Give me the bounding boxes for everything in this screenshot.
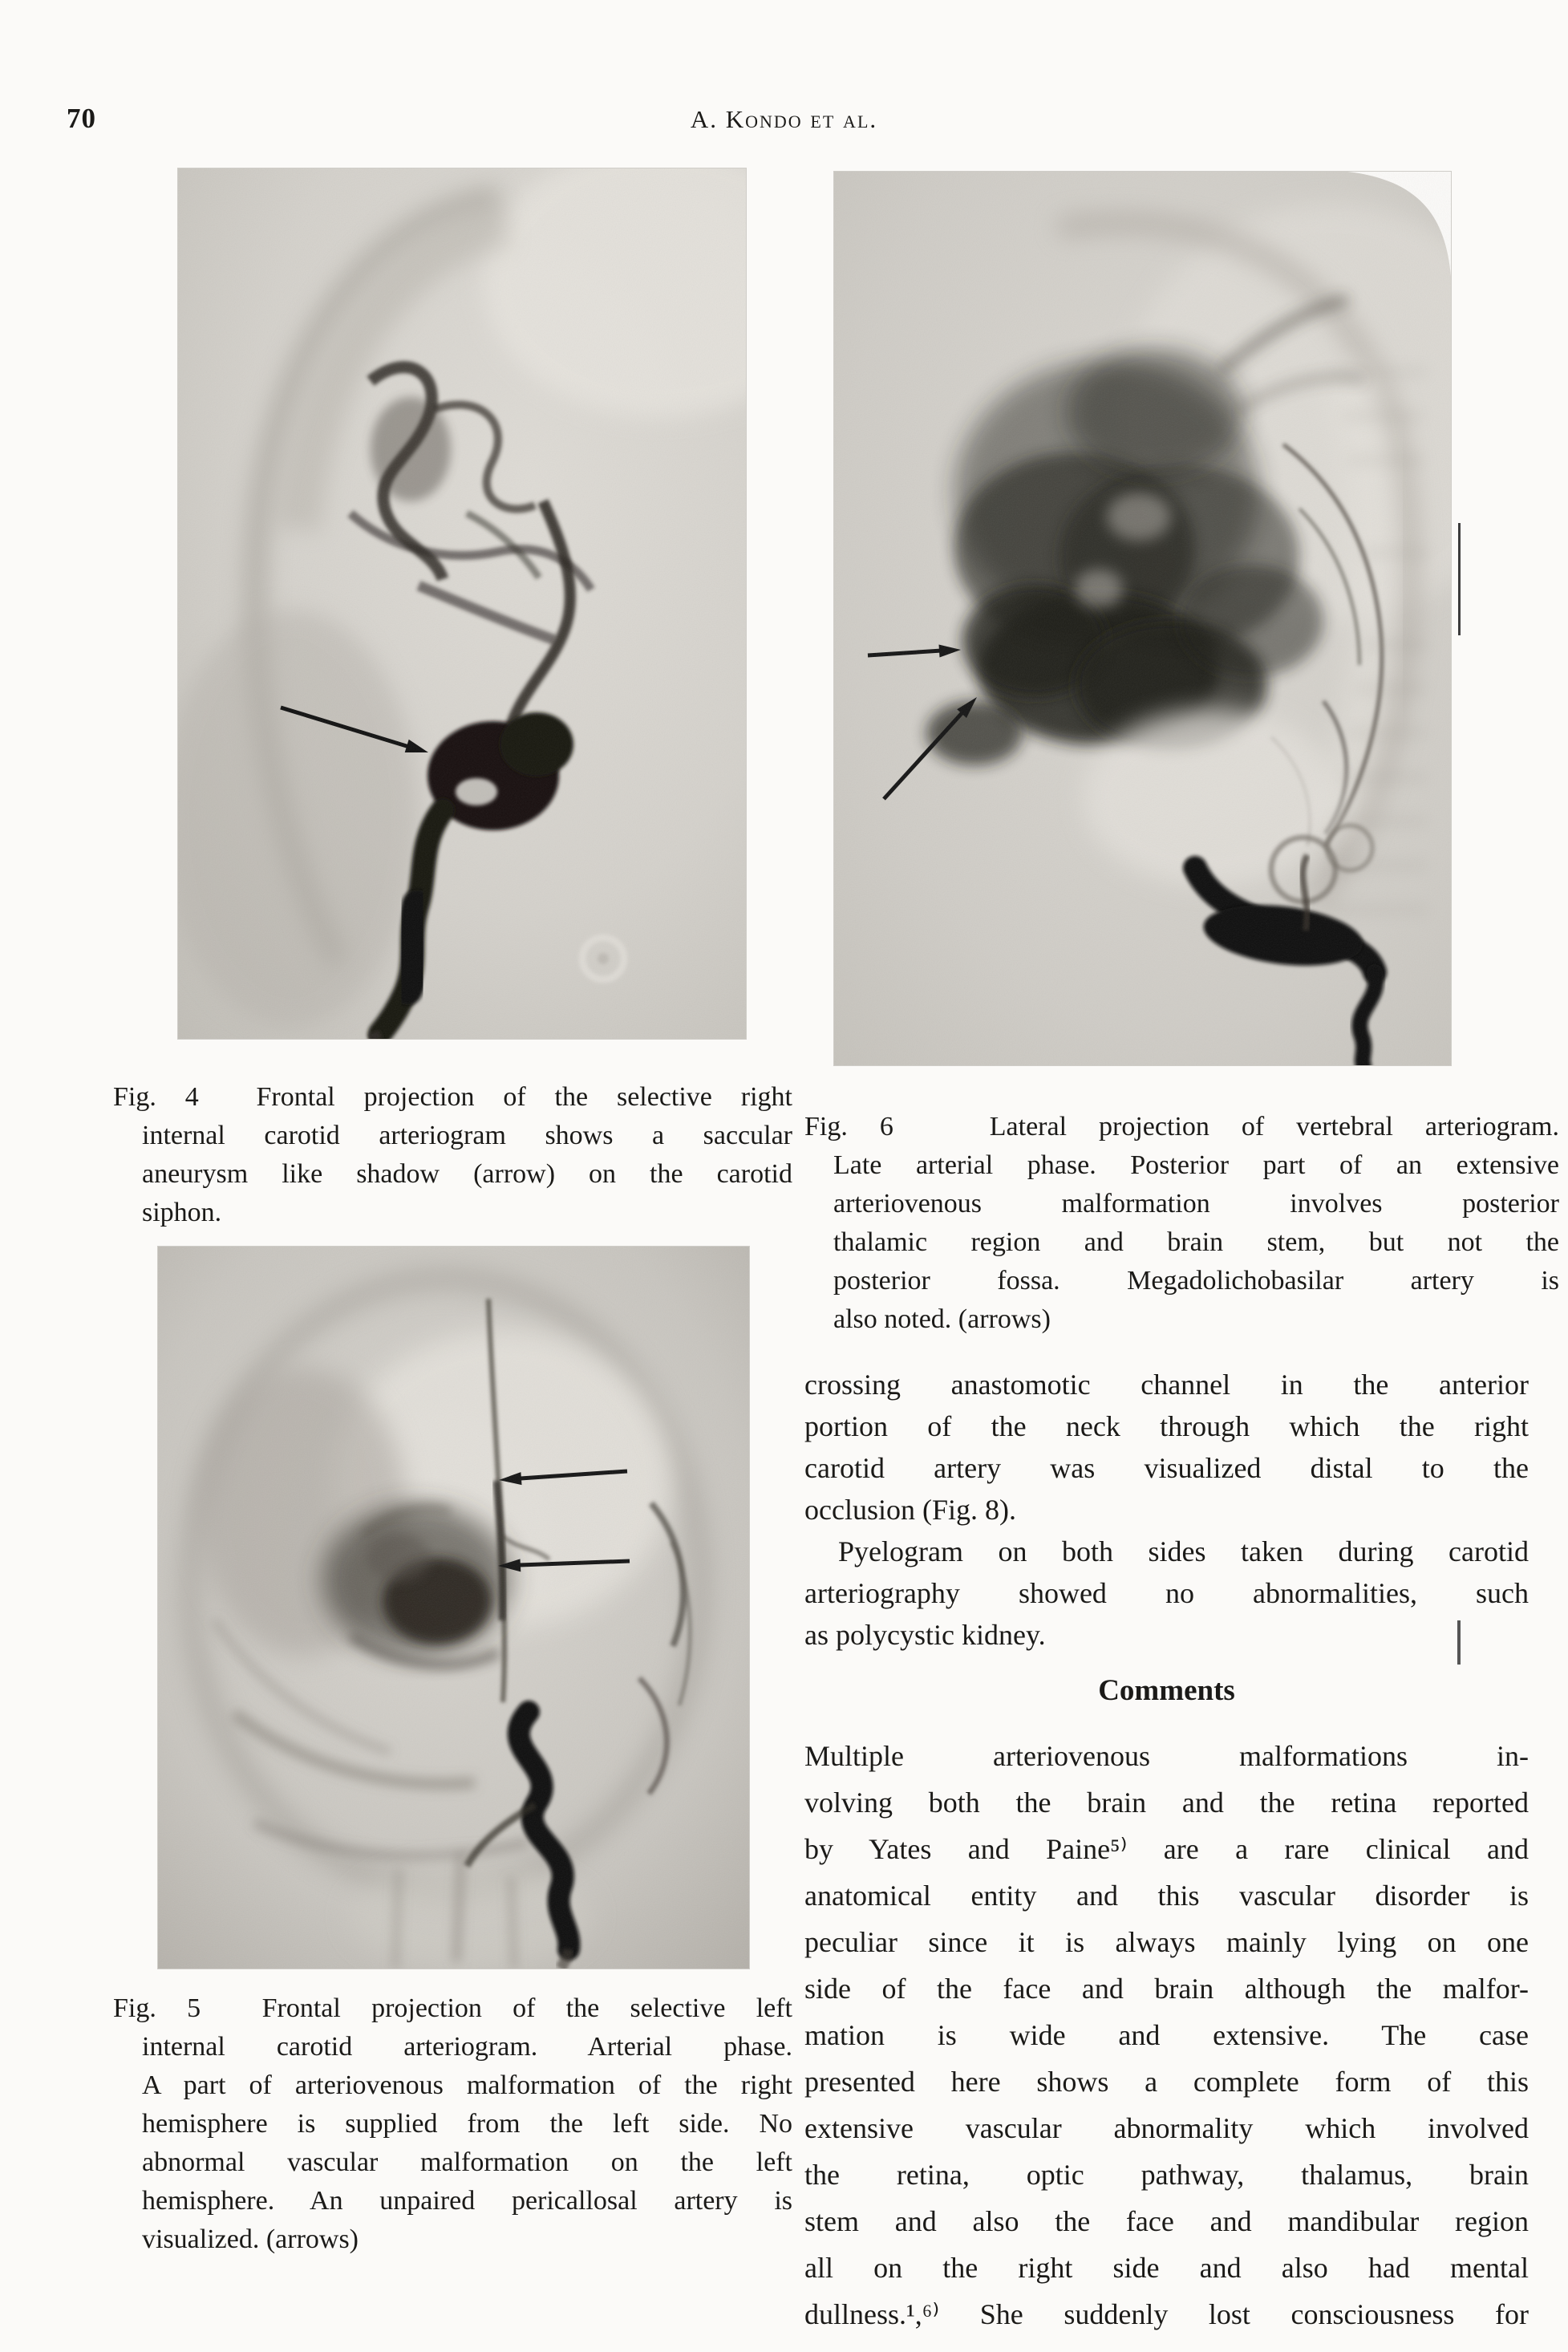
body-line: by Yates and Paine⁵⁾ are a rare clinical and (804, 1833, 1529, 1865)
figure-6-xray-art (834, 172, 1451, 1065)
caption-line: Late arterial phase. Posterior part of an extensive (833, 1150, 1559, 1180)
scan-artifact-line (1458, 523, 1461, 635)
figure-5-xray-art (158, 1247, 749, 1969)
running-head: A. Kondo et al. (690, 105, 878, 133)
figure-6-caption (804, 1108, 1559, 1339)
caption-line: Fig. 6 Lateral projection of vertebral arteriogram. (804, 1112, 1559, 1142)
body-line: portion of the neck through which the right (804, 1410, 1529, 1442)
caption-line: internal carotid arteriogram. Arterial phase. (142, 2032, 792, 2062)
caption-line: siphon. (142, 1198, 222, 1227)
comments-paragraph (804, 1733, 1529, 2338)
scan-artifact-line (1457, 1620, 1461, 1665)
body-line: all on the right side and also had mental (804, 2252, 1529, 2284)
body-paragraph-2 (804, 1531, 1529, 1656)
body-line: as polycystic kidney. (804, 1619, 1046, 1651)
caption-line: Fig. 4 Frontal projection of the selective right (113, 1082, 792, 1112)
body-line: dullness.¹,⁶⁾ She suddenly lost consciousness for (804, 2298, 1529, 2330)
caption-line: thalamic region and brain stem, but not the (833, 1227, 1559, 1257)
body-line: crossing anastomotic channel in the anterior (804, 1369, 1529, 1401)
caption-line: internal carotid arteriogram shows a saccular (142, 1121, 792, 1150)
body-paragraph-1 (804, 1364, 1529, 1531)
body-line: presented here shows a complete form of this (804, 2066, 1529, 2098)
caption-line: arteriovenous malformation involves posterior (833, 1189, 1559, 1219)
comments-heading: Comments (1098, 1674, 1235, 1707)
body-line: the retina, optic pathway, thalamus, brain (804, 2159, 1529, 2191)
figure-6-angiogram-photo (834, 172, 1451, 1065)
body-line: extensive vascular abnormality which involved (804, 2112, 1529, 2144)
caption-line: hemisphere. An unpaired pericallosal artery is (142, 2186, 792, 2216)
figure-5-caption (113, 1989, 792, 2259)
figure-5-angiogram-photo (158, 1247, 749, 1969)
figure-4-caption (113, 1078, 792, 1232)
body-line: carotid artery was visualized distal to the (804, 1452, 1529, 1484)
caption-line: A part of arteriovenous malformation of the right (142, 2070, 792, 2100)
body-line: Pyelogram on both sides taken during carotid (838, 1535, 1529, 1567)
body-line: mation is wide and extensive. The case (804, 2019, 1529, 2051)
body-line: peculiar since it is always mainly lying on one (804, 1926, 1529, 1958)
caption-line: Fig. 5 Frontal projection of the selective left (113, 1993, 792, 2023)
body-line: volving both the brain and the retina reported (804, 1786, 1529, 1819)
body-line: anatomical entity and this vascular disorder is (804, 1880, 1529, 1912)
body-line: arteriography showed no abnormalities, such (804, 1577, 1529, 1609)
caption-line: hemisphere is supplied from the left side. No (142, 2109, 792, 2139)
caption-line: also noted. (arrows) (833, 1304, 1051, 1334)
body-line: stem and also the face and mandibular region (804, 2205, 1529, 2237)
caption-line: visualized. (arrows) (142, 2224, 359, 2254)
body-line: Multiple arteriovenous malformations in- (804, 1740, 1529, 1772)
page-number: 70 (67, 103, 96, 134)
body-line: occlusion (Fig. 8). (804, 1494, 1016, 1526)
figure-4-angiogram-photo (178, 168, 746, 1039)
caption-line: aneurysm like shadow (arrow) on the carotid (142, 1159, 792, 1189)
body-line: side of the face and brain although the malfor- (804, 1973, 1529, 2005)
caption-line: posterior fossa. Megadolichobasilar artery is (833, 1266, 1559, 1296)
caption-line: abnormal vascular malformation on the left (142, 2147, 792, 2177)
figure-4-xray-art (178, 168, 746, 1039)
